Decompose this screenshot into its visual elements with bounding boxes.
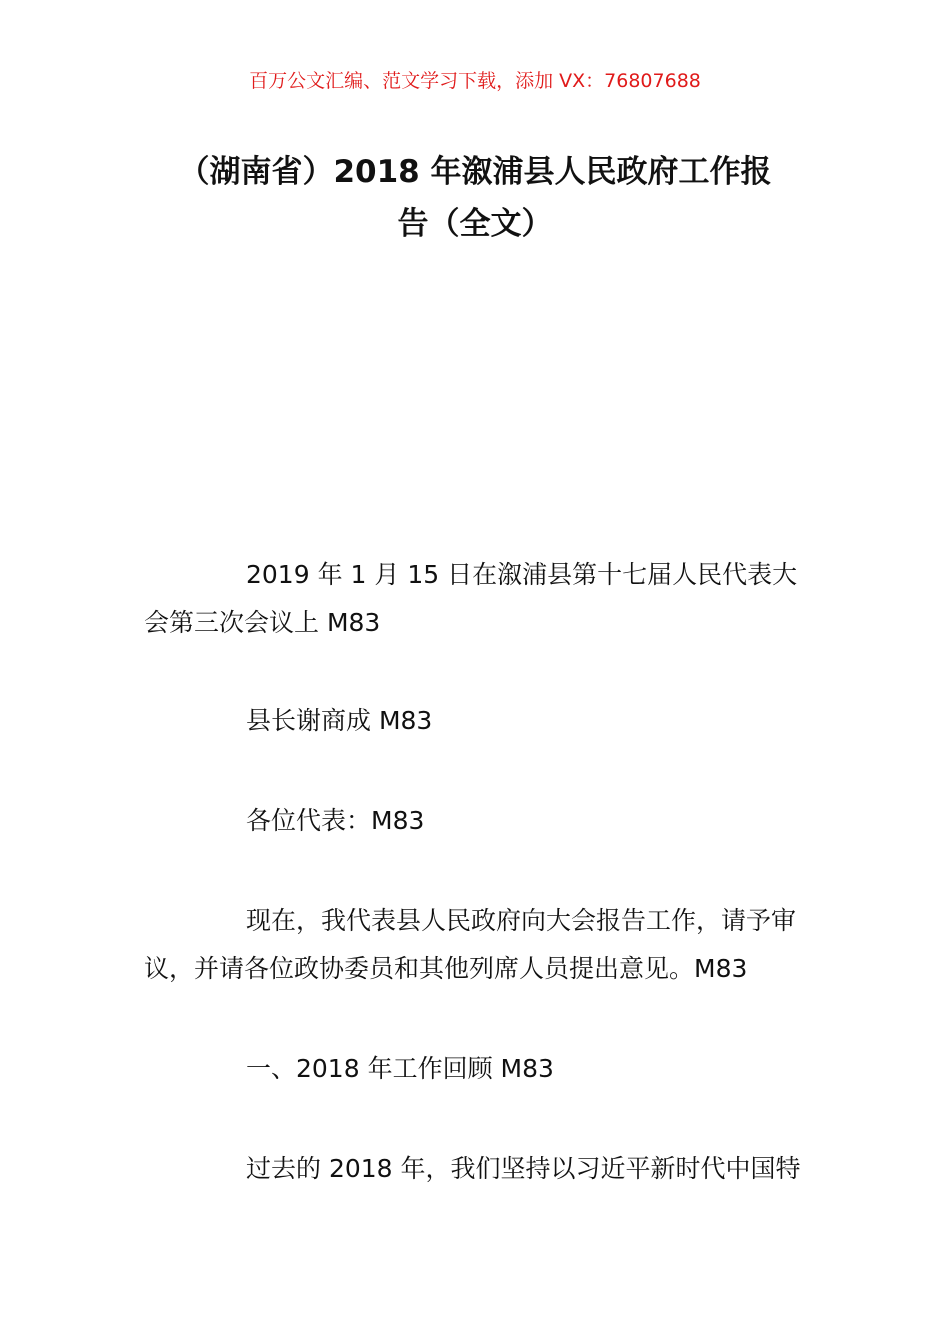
paragraph-salutation xyxy=(144,797,810,845)
paragraph-speaker xyxy=(144,697,810,745)
paragraph-intro xyxy=(144,897,810,993)
paragraph-text: 2019 年 1 月 15 日在溆浦县第十七届人民代表大会第三次会议上 M83 xyxy=(144,560,798,637)
paragraph-text: 过去的 2018 年，我们坚持以习近平新时代中国特 xyxy=(246,1154,801,1183)
paragraph-text: 县长谢商成 M83 xyxy=(246,706,433,735)
paragraph-text: 各位代表：M83 xyxy=(246,806,425,835)
header-watermark-note: 百万公文汇编、范文学习下载，添加 VX：76807688 xyxy=(249,70,701,92)
title-line-2: 告（全文） xyxy=(397,206,553,242)
paragraph-review-start xyxy=(144,1145,810,1193)
paragraph-meeting-info xyxy=(144,551,810,647)
document-title xyxy=(130,146,820,250)
title-line-1: （湖南省）2018 年溆浦县人民政府工作报 xyxy=(178,154,772,190)
section-heading-review xyxy=(144,1045,810,1093)
paragraph-text: 现在，我代表县人民政府向大会报告工作，请予审议，并请各位政协委员和其他列席人员提出意见。M83 xyxy=(144,906,797,983)
paragraph-text: 一、2018 年工作回顾 M83 xyxy=(246,1054,554,1083)
